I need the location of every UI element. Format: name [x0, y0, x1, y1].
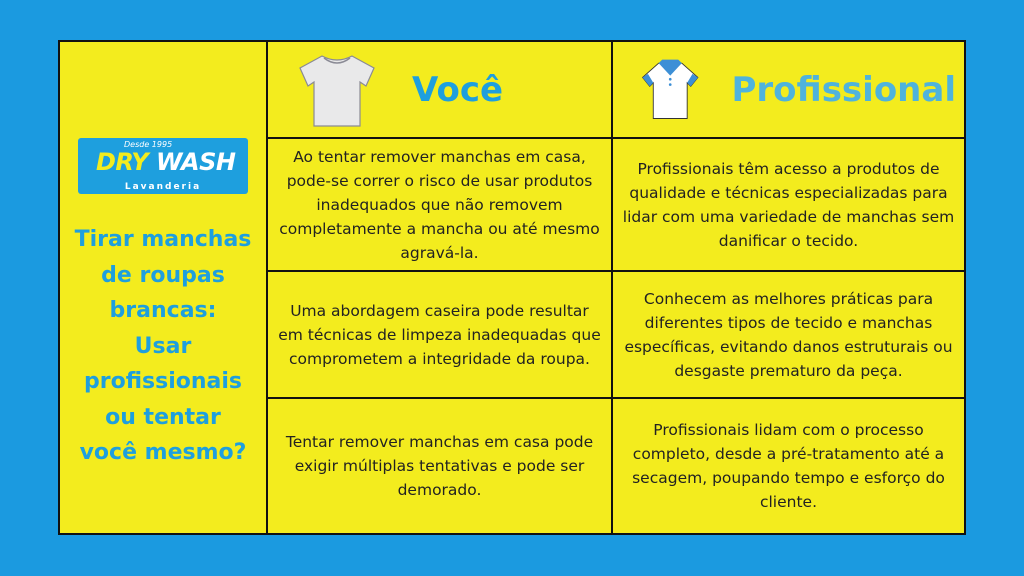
title-line: ou tentar [105, 404, 221, 430]
title-line: Usar [134, 333, 192, 359]
row-2-voce: Uma abordagem caseira pode resultar em técnicas de limpeza inadequadas que comprometem a integridade da roupa. [278, 301, 601, 368]
row-3-voce: Tentar remover manchas em casa pode exigir múltiplas tentativas e pode ser demorado. [285, 433, 594, 499]
title-line: brancas: [109, 298, 217, 323]
logo-since: Desde 1995 [124, 140, 173, 149]
header-profissional [613, 42, 964, 137]
column-title-voce: Você [412, 69, 504, 110]
title-line: de roupas [101, 262, 225, 288]
logo-subtitle: Lavanderia [124, 182, 202, 192]
row-1-profissional: Profissionais têm acesso a produtos de qualidade e técnicas especializadas para lidar com uma variedade de manchas sem danificar o tecido. [622, 159, 955, 250]
title-line: você mesmo? [79, 440, 247, 465]
header-voce [268, 42, 611, 137]
dry-wash-logo [78, 138, 248, 194]
logo-dry: DRY [96, 148, 149, 176]
page-title [60, 222, 266, 471]
title-line: Tirar manchas [74, 227, 252, 252]
logo-brand [96, 148, 236, 176]
polo-shirt-icon [639, 52, 701, 127]
row-2-profissional: Conhecem as melhores práticas para diferentes tipos de tecido e manchas específicas, evitando danos estruturais ou desgaste prematuro da peça. [624, 289, 953, 380]
comparison-table [58, 40, 966, 535]
title-line: profissionais [83, 369, 242, 394]
side-panel [60, 42, 266, 533]
row-3-profissional: Profissionais lidam com o processo completo, desde a pré-tratamento até a secagem, poupando tempo e esforço do cliente. [632, 421, 945, 511]
column-title-profissional: Profissional [731, 69, 956, 110]
row-1-voce: Ao tentar remover manchas em casa, pode-se correr o risco de usar produtos inadequados que não removem completamente a mancha ou até mesmo agravá-la. [279, 147, 600, 262]
tshirt-icon [292, 50, 382, 130]
logo-wash: WASH [155, 148, 236, 176]
